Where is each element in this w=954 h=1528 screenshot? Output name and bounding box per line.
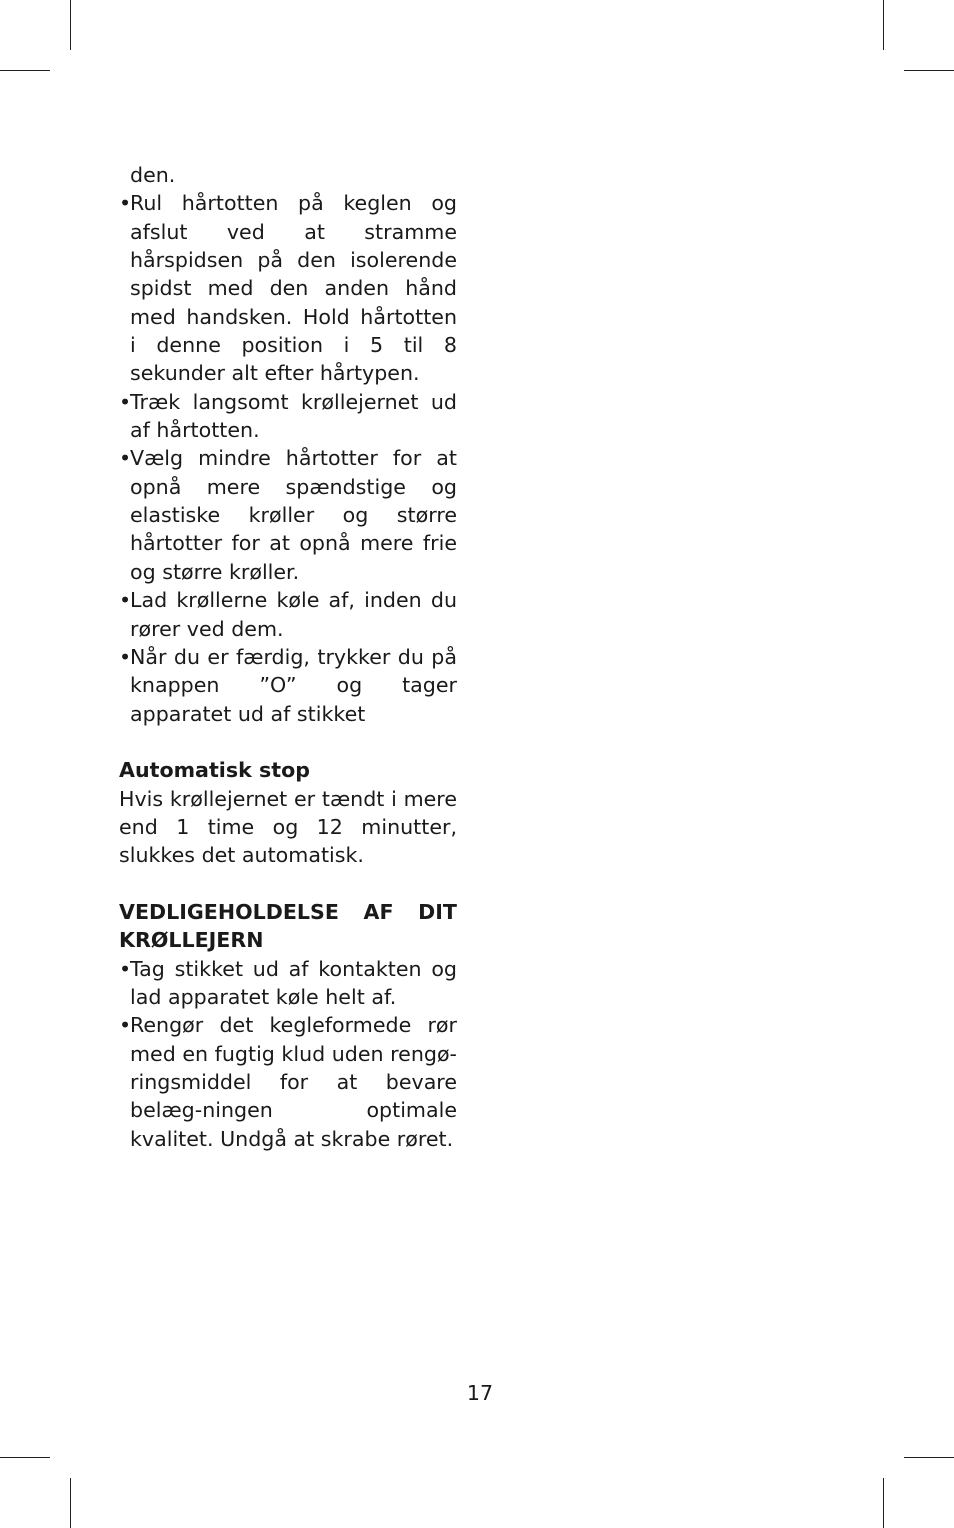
list-item-text: Tag stikket ud af kontakten og lad apparatet køle helt af. <box>130 956 457 1009</box>
page-number: 17 <box>466 1381 494 1405</box>
bullet-icon: • <box>119 956 132 981</box>
spacer <box>119 728 457 756</box>
crop-mark-top-right-horizontal <box>904 70 954 71</box>
maintenance-heading-line-2: KRØLLEJERN <box>119 928 264 953</box>
bullet-icon: • <box>119 446 132 471</box>
maintenance-heading-word: VEDLIGEHOLDELSE <box>119 899 339 924</box>
list-item-text: Når du er færdig, trykker du på knappen ”O” og tager apparatet ud af stikket <box>130 644 457 726</box>
crop-mark-top-left-vertical <box>70 0 71 50</box>
list-item <box>119 955 457 1012</box>
bullet-icon: • <box>119 588 132 613</box>
crop-mark-bottom-left-vertical <box>70 1478 71 1528</box>
list-item-text: Vælg mindre hårtotter for at opnå mere spændstige og elastiske krøller og større hårtotter for at opnå mere frie og større krøller. <box>130 446 457 584</box>
list-item <box>119 444 457 586</box>
maintenance-heading-line-1 <box>119 898 457 926</box>
auto-stop-text: Hvis krøllejernet er tændt i mere end 1 time og 12 minutter, slukkes det automatisk. <box>119 786 457 868</box>
bullet-icon: • <box>119 1013 132 1038</box>
bullet-icon: • <box>119 644 132 669</box>
list-item <box>119 643 457 728</box>
intro-fragment: den. <box>130 163 176 187</box>
maintenance-heading-word: DIT <box>418 899 457 924</box>
spacer <box>119 870 457 898</box>
usage-bullet-list <box>119 189 457 728</box>
crop-mark-top-left-horizontal <box>0 70 50 71</box>
bullet-icon: • <box>119 191 132 216</box>
auto-stop-heading: Automatisk stop <box>119 758 310 783</box>
list-item-text: Rengør det kegleformede rør med en fugtig klud uden rengø-ringsmiddel for at bevare belæg-ningen optimale kvalitet. Undgå at skrabe røret. <box>130 1013 457 1151</box>
crop-mark-bottom-right-horizontal <box>904 1457 954 1458</box>
text-column <box>119 161 457 1153</box>
crop-mark-top-right-vertical <box>883 0 884 50</box>
maintenance-bullet-list <box>119 955 457 1153</box>
list-item <box>119 388 457 445</box>
maintenance-heading-word: AF <box>363 899 394 924</box>
maintenance-heading <box>119 898 457 955</box>
bullet-icon: • <box>119 389 132 414</box>
list-item <box>119 586 457 643</box>
list-item <box>119 189 457 387</box>
crop-mark-bottom-left-horizontal <box>0 1457 50 1458</box>
list-item-text: Rul hårtotten på keglen og afslut ved at stramme hårspidsen på den isolerende spidst med den anden hånd med handsken. Hold hårtotten i denne position i 5 til 8 sekunder alt efter hårtypen. <box>130 191 457 386</box>
list-item-text: Lad krøllerne køle af, inden du rører ved dem. <box>130 588 457 641</box>
list-item <box>119 1011 457 1153</box>
list-item-text: Træk langsomt krøllejernet ud af hårtotten. <box>130 389 457 443</box>
crop-mark-bottom-right-vertical <box>883 1478 884 1528</box>
